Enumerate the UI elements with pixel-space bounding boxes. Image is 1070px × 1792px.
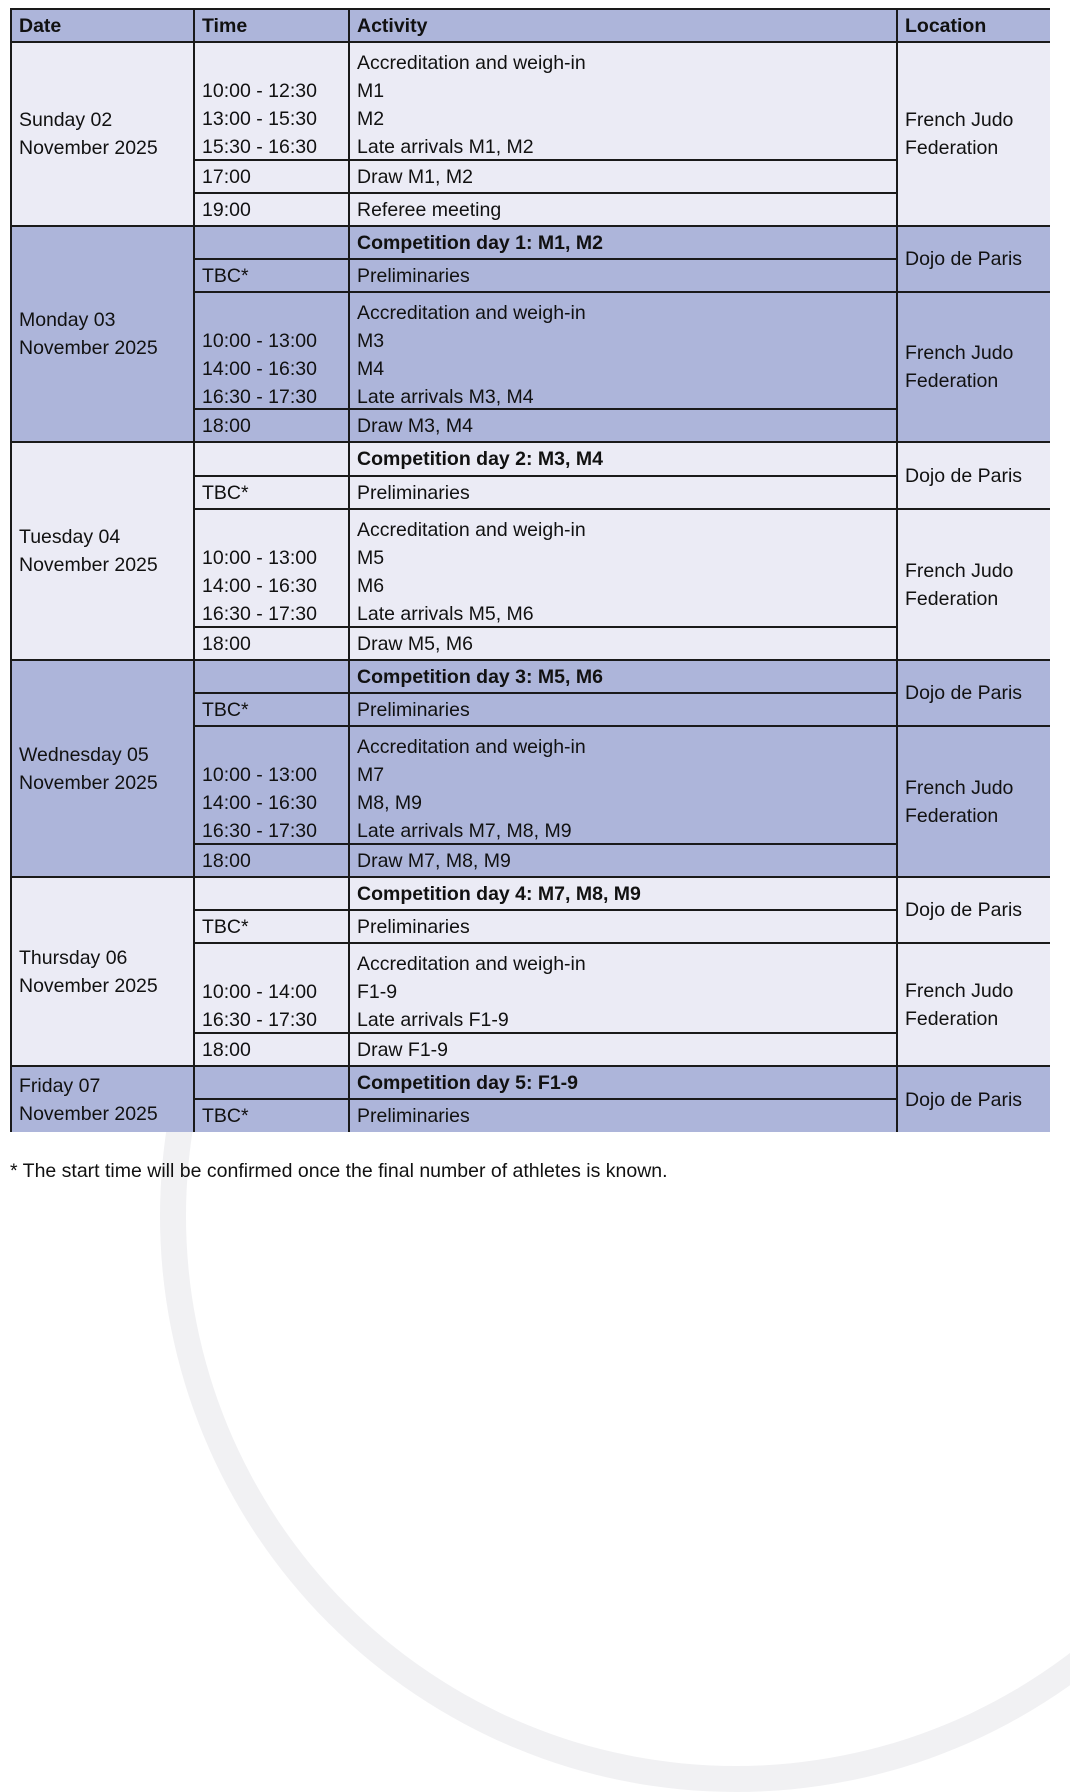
activity-cell-competition: Competition day 2: M3, M4 [350, 443, 898, 477]
location-cell [898, 944, 1050, 1067]
time-cell [195, 944, 350, 1034]
date-cell [12, 443, 195, 661]
time-line [202, 49, 341, 77]
date-line: November 2025 [19, 1102, 158, 1125]
activity-cell: Referee meeting [350, 194, 898, 227]
activity-line: Late arrivals M3, M4 [357, 386, 534, 408]
time-line: 10:00 - 14:00 [202, 981, 317, 1003]
time-cell [195, 443, 350, 477]
time-cell [195, 510, 350, 628]
header-date: Date [12, 10, 195, 43]
activity-cell: Preliminaries [350, 260, 898, 293]
time-line: 13:00 - 15:30 [202, 108, 317, 130]
location-line: Federation [905, 587, 999, 610]
location-cell: Dojo de Paris [898, 227, 1050, 293]
activity-cell: Draw M7, M8, M9 [350, 845, 898, 878]
location-cell: Dojo de Paris [898, 661, 1050, 727]
time-line: 10:00 - 12:30 [202, 80, 317, 102]
date-line: Monday 03 [19, 309, 116, 331]
time-cell [195, 727, 350, 845]
activity-line: Accreditation and weigh-in [357, 736, 586, 758]
activity-cell [350, 43, 898, 161]
schedule-table [10, 8, 1050, 1132]
time-cell: 18:00 [195, 1034, 350, 1067]
date-cell [12, 43, 195, 227]
activity-line: Accreditation and weigh-in [357, 302, 586, 324]
date-line: Wednesday 05 [19, 743, 149, 766]
location-line: French Judo [905, 979, 1014, 1002]
header-activity: Activity [350, 10, 898, 43]
activity-line: M7 [357, 764, 385, 786]
time-line: 16:30 - 17:30 [202, 603, 317, 625]
activity-cell-competition: Competition day 3: M5, M6 [350, 661, 898, 694]
date-line: Friday 07 [19, 1074, 101, 1097]
time-line [202, 950, 341, 978]
time-line: 10:00 - 13:00 [202, 764, 317, 786]
activity-cell: Draw M1, M2 [350, 161, 898, 194]
location-line: Federation [905, 137, 999, 159]
date-cell [12, 878, 195, 1067]
date-line: November 2025 [19, 771, 158, 794]
time-line: 14:00 - 16:30 [202, 575, 317, 597]
location-line: French Judo [905, 109, 1014, 131]
activity-cell [350, 293, 898, 410]
location-cell [898, 43, 1050, 227]
date-cell [12, 227, 195, 443]
activity-line: Late arrivals M5, M6 [357, 603, 534, 625]
activity-line: M4 [357, 358, 385, 380]
time-cell: TBC* [195, 694, 350, 727]
activity-cell [350, 727, 898, 845]
time-cell [195, 1067, 350, 1100]
time-cell: TBC* [195, 911, 350, 944]
activity-line: F1-9 [357, 981, 398, 1003]
location-cell [898, 293, 1050, 443]
location-line: French Judo [905, 342, 1014, 364]
time-cell: 18:00 [195, 628, 350, 661]
location-line: French Judo [905, 776, 1014, 799]
location-line: Federation [905, 1007, 999, 1030]
date-line: November 2025 [19, 137, 158, 159]
location-cell: Dojo de Paris [898, 443, 1050, 510]
date-line: November 2025 [19, 554, 158, 576]
activity-cell: Draw M3, M4 [350, 410, 898, 443]
activity-cell [350, 510, 898, 628]
header-location: Location [898, 10, 1050, 43]
activity-cell: Draw M5, M6 [350, 628, 898, 661]
location-line: Federation [905, 804, 999, 827]
time-line: 16:30 - 17:30 [202, 1009, 317, 1031]
activity-cell: Preliminaries [350, 911, 898, 944]
time-line [202, 516, 341, 544]
time-cell: TBC* [195, 477, 350, 510]
time-cell [195, 293, 350, 410]
location-cell [898, 727, 1050, 878]
time-line: 16:30 - 17:30 [202, 820, 317, 842]
time-line: 10:00 - 13:00 [202, 330, 317, 352]
activity-line: Late arrivals F1-9 [357, 1009, 509, 1031]
date-line: Sunday 02 [19, 109, 113, 131]
time-line: 10:00 - 13:00 [202, 547, 317, 569]
time-cell: 18:00 [195, 410, 350, 443]
activity-line: Late arrivals M7, M8, M9 [357, 820, 572, 842]
time-cell: 18:00 [195, 845, 350, 878]
time-line: 14:00 - 16:30 [202, 358, 317, 380]
activity-cell: Preliminaries [350, 477, 898, 510]
time-line: 15:30 - 16:30 [202, 136, 317, 158]
date-line: November 2025 [19, 974, 158, 997]
location-cell: Dojo de Paris [898, 878, 1050, 944]
date-line: Thursday 06 [19, 946, 128, 969]
footnote: * The start time will be confirmed once the final number of athletes is known. [10, 1160, 668, 1182]
activity-cell-competition: Competition day 4: M7, M8, M9 [350, 878, 898, 911]
time-line [202, 299, 341, 327]
activity-cell-competition: Competition day 5: F1-9 [350, 1067, 898, 1100]
activity-line: Accreditation and weigh-in [357, 519, 586, 541]
time-cell: TBC* [195, 260, 350, 293]
date-cell [12, 661, 195, 878]
location-cell: Dojo de Paris [898, 1067, 1050, 1132]
activity-cell [350, 944, 898, 1034]
date-line: November 2025 [19, 337, 158, 359]
activity-line: M1 [357, 80, 385, 102]
activity-line: Accreditation and weigh-in [357, 52, 586, 74]
date-line: Tuesday 04 [19, 526, 121, 548]
activity-line: Accreditation and weigh-in [357, 953, 586, 975]
time-cell [195, 878, 350, 911]
time-cell [195, 43, 350, 161]
activity-cell: Preliminaries [350, 1100, 898, 1132]
activity-line: M6 [357, 575, 385, 597]
location-line: French Judo [905, 559, 1014, 582]
time-cell [195, 661, 350, 694]
activity-cell-competition: Competition day 1: M1, M2 [350, 227, 898, 260]
activity-line: Late arrivals M1, M2 [357, 136, 534, 158]
location-line: Federation [905, 370, 999, 392]
time-line [202, 733, 341, 761]
activity-cell: Preliminaries [350, 694, 898, 727]
time-line: 16:30 - 17:30 [202, 386, 317, 408]
date-cell [12, 1067, 195, 1132]
activity-cell: Draw F1-9 [350, 1034, 898, 1067]
activity-line: M5 [357, 547, 385, 569]
time-cell [195, 227, 350, 260]
time-cell: 17:00 [195, 161, 350, 194]
activity-line: M8, M9 [357, 792, 423, 814]
time-cell: TBC* [195, 1100, 350, 1132]
activity-line: M2 [357, 108, 385, 130]
activity-line: M3 [357, 330, 385, 352]
time-line: 14:00 - 16:30 [202, 792, 317, 814]
time-cell: 19:00 [195, 194, 350, 227]
header-time: Time [195, 10, 350, 43]
location-cell [898, 510, 1050, 661]
